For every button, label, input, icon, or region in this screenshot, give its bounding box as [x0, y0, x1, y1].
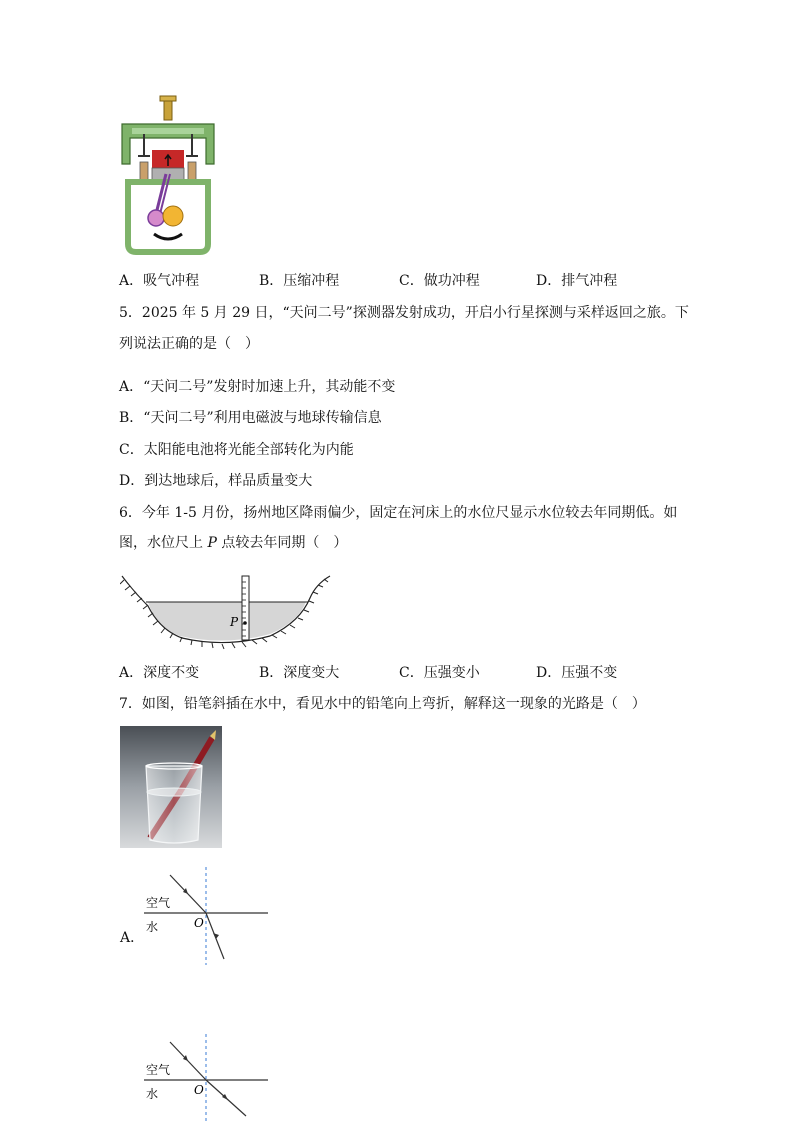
origin-label: O [194, 1083, 204, 1097]
point-p-label: P [230, 615, 239, 629]
engine-diagram [118, 94, 218, 256]
q4-option-c[interactable]: C．做功冲程 [399, 273, 480, 289]
air-label: 空气 [146, 896, 171, 910]
refraction-diagram-b [140, 1032, 272, 1122]
point-p [243, 621, 247, 625]
q5-option-b[interactable]: B．“天问二号”利用电磁波与地球传输信息 [119, 410, 382, 426]
refraction-diagram-a [140, 865, 272, 967]
q6-stem-line1: 6．今年 1-5 月份，扬州地区降雨偏少，固定在河床上的水位尺显示水位较去年同期低。如 [119, 505, 678, 521]
origin-label: O [194, 916, 204, 930]
water-label: 水 [146, 1087, 159, 1101]
water-label: 水 [146, 920, 159, 934]
q4-option-b[interactable]: B．压缩冲程 [259, 273, 340, 289]
q5-option-d[interactable]: D．到达地球后，样品质量变大 [119, 473, 313, 489]
q6-stem-variable: P [207, 535, 217, 551]
q4-option-d[interactable]: D．排气冲程 [536, 273, 618, 289]
crank-pin [148, 210, 164, 226]
q6-stem-line2-pre: 图，水位尺上 [119, 535, 208, 551]
glass [146, 766, 202, 843]
air-label: 空气 [146, 1063, 171, 1077]
q6-stem-line2-post: 点较去年同期（ ） [216, 535, 348, 551]
q5-option-a[interactable]: A．“天问二号”发射时加速上升，其动能不变 [119, 379, 396, 395]
water-level-gauge [242, 576, 249, 640]
q6-option-c[interactable]: C．压强变小 [399, 665, 480, 681]
flywheel [163, 206, 183, 226]
q5-option-c[interactable]: C．太阳能电池将光能全部转化为内能 [119, 442, 354, 458]
riverbed-diagram [120, 574, 332, 652]
pencil-in-water-photo [120, 726, 222, 848]
q6-option-b[interactable]: B．深度变大 [259, 665, 340, 681]
q7-option-a-label[interactable]: A． [120, 930, 145, 946]
q6-stem-line2 [119, 533, 347, 553]
q5-stem-line1: 5．2025 年 5 月 29 日，“天问二号”探测器发射成功，开启小行星探测与采样返回之旅。下 [119, 305, 689, 321]
q6-option-d[interactable]: D．压强不变 [536, 665, 618, 681]
q5-stem-line2: 列说法正确的是（ ） [119, 336, 259, 352]
q6-option-a[interactable]: A．深度不变 [119, 665, 200, 681]
q7-stem: 7．如图，铅笔斜插在水中，看见水中的铅笔向上弯折，解释这一现象的光路是（ ） [119, 696, 646, 712]
q4-option-a[interactable]: A．吸气冲程 [119, 273, 200, 289]
